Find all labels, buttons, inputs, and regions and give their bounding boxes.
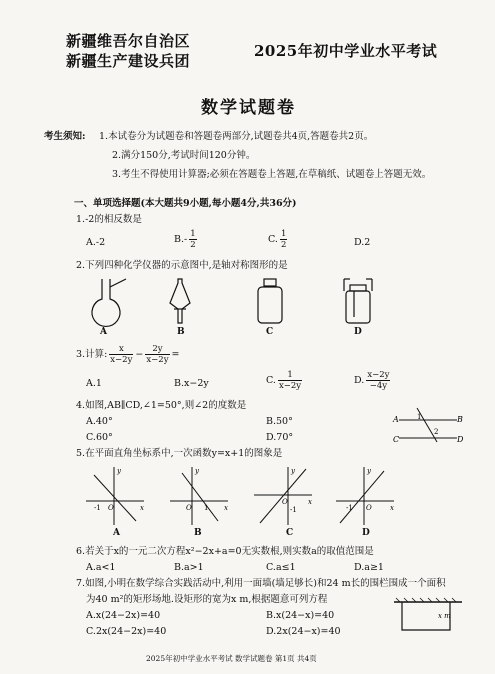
q7-stem-line-1: 7.如图,小明在数学综合实践活动中,利用一面墙(墙足够长)和24 m长的围栏围成一个面积 xyxy=(76,578,446,589)
q7-option-d: D.2x(24−x)=40 xyxy=(266,626,341,637)
q5-label-a: A xyxy=(113,528,120,538)
q5-stem: 5.在平面直角坐标系中,一次函数y=x+1的图象是 xyxy=(76,448,283,459)
fig-angle-1: 1 xyxy=(417,413,422,421)
q7-stem-line-2: 为40 m²的矩形场地.设矩形的宽为x m,根据题意可列方程 xyxy=(86,594,328,605)
q1-option-b: B.- $\frac{1}{2}$ xyxy=(174,229,196,250)
q3-option-b: B.x−2y xyxy=(174,378,209,389)
svg-text:y: y xyxy=(367,467,371,475)
notice-item-2: 2.满分150分,考试时间120分钟。 xyxy=(112,150,256,161)
graph-option-b xyxy=(168,465,230,527)
svg-text:-1: -1 xyxy=(346,504,353,512)
graph-option-a xyxy=(84,465,146,527)
page-footer: 2025年初中学业水平考试 数学试题卷 第1页 共4页 xyxy=(146,654,317,663)
region-line-1: 新疆维吾尔自治区 xyxy=(66,32,191,50)
section-title: 一、单项选择题(本大题共9小题,每小题4分,共36分) xyxy=(74,198,297,209)
graph-option-d xyxy=(334,465,396,527)
fence-figure xyxy=(392,596,464,636)
notice-label: 考生须知: xyxy=(44,131,86,142)
gas-washing-bottle-figure xyxy=(338,277,378,327)
q2-label-b: B xyxy=(177,327,185,337)
svg-text:y: y xyxy=(291,467,295,475)
svg-text:O: O xyxy=(108,504,114,512)
q6-option-a: A.a<1 xyxy=(86,562,116,573)
reagent-bottle-figure xyxy=(255,277,285,327)
svg-text:1: 1 xyxy=(204,504,209,512)
svg-text:x: x xyxy=(224,504,228,512)
svg-text:-1: -1 xyxy=(290,506,297,514)
q7-option-c: C.2x(24−2x)=40 xyxy=(86,626,167,637)
fig-label-c: C xyxy=(393,435,400,444)
q4-option-b: B.50° xyxy=(266,416,293,427)
exam-name: 2025年初中学业水平考试 xyxy=(254,42,438,60)
q7-option-a: A.x(24−2x)=40 xyxy=(86,610,161,621)
q1-option-d: D.2 xyxy=(354,237,371,248)
flask-figure xyxy=(80,277,130,327)
svg-text:y: y xyxy=(117,467,121,475)
svg-text:O: O xyxy=(186,504,192,512)
svg-text:x: x xyxy=(308,498,312,506)
q1-option-c: C. $\frac{1}{2}$ xyxy=(268,229,287,250)
q3-stem: 3.计算: $\frac{x}{x-2y}$ − $\frac{2y}{x-2y}$ = xyxy=(76,344,180,365)
q7-option-b: B.x(24−x)=40 xyxy=(266,610,335,621)
q1-stem: 1.-2的相反数是 xyxy=(76,214,142,225)
fig-label-b: B xyxy=(457,415,463,424)
q6-option-b: B.a>1 xyxy=(174,562,204,573)
region-line-2: 新疆生产建设兵团 xyxy=(66,52,191,70)
q2-label-d: D xyxy=(354,327,362,337)
fig-angle-2: 2 xyxy=(434,428,439,436)
q3-option-c: C. $\frac{1}{x-2y}$ xyxy=(266,370,302,391)
q3-option-d: D. $\frac{x-2y}{-4y}$ xyxy=(354,370,390,391)
q1-option-a: A.-2 xyxy=(86,237,106,248)
q5-label-d: D xyxy=(362,528,370,538)
fig-label-a: A xyxy=(393,415,399,424)
parallel-lines-figure xyxy=(393,408,463,444)
notice-item-1: 1.本试卷分为试题卷和答题卷两部分,试题卷共4页,答题卷共2页。 xyxy=(99,131,374,142)
q6-option-c: C.a≤1 xyxy=(266,562,296,573)
q4-option-d: D.70° xyxy=(266,432,294,443)
svg-text:x: x xyxy=(140,504,144,512)
q6-stem: 6.若关于x的一元二次方程x²−2x+a=0无实数根,则实数a的取值范围是 xyxy=(76,546,374,557)
notice-item-3: 3.考生不得使用计算器;必须在答题卷上答题,在草稿纸、试题卷上答题无效。 xyxy=(112,169,432,180)
q2-label-c: C xyxy=(266,327,274,337)
svg-text:x: x xyxy=(390,504,394,512)
q5-label-c: C xyxy=(286,528,294,538)
fig-width-label: x m xyxy=(438,612,451,620)
q5-label-b: B xyxy=(194,528,202,538)
q4-option-a: A.40° xyxy=(86,416,113,427)
svg-text:O: O xyxy=(282,498,288,506)
graph-option-c xyxy=(252,465,314,527)
svg-text:-1: -1 xyxy=(94,504,101,512)
q2-label-a: A xyxy=(100,327,107,337)
q2-stem: 2.下列四种化学仪器的示意图中,是轴对称图形的是 xyxy=(76,260,288,271)
separatory-funnel-figure xyxy=(168,277,192,327)
q4-stem: 4.如图,AB∥CD,∠1=50°,则∠2的度数是 xyxy=(76,400,247,411)
q3-option-a: A.1 xyxy=(86,378,102,389)
paper-title: 数学试题卷 xyxy=(201,98,296,118)
svg-text:y: y xyxy=(195,467,199,475)
q6-option-d: D.a≥1 xyxy=(354,562,384,573)
fig-label-d: D xyxy=(457,435,464,444)
q4-option-c: C.60° xyxy=(86,432,113,443)
svg-text:O: O xyxy=(366,504,372,512)
